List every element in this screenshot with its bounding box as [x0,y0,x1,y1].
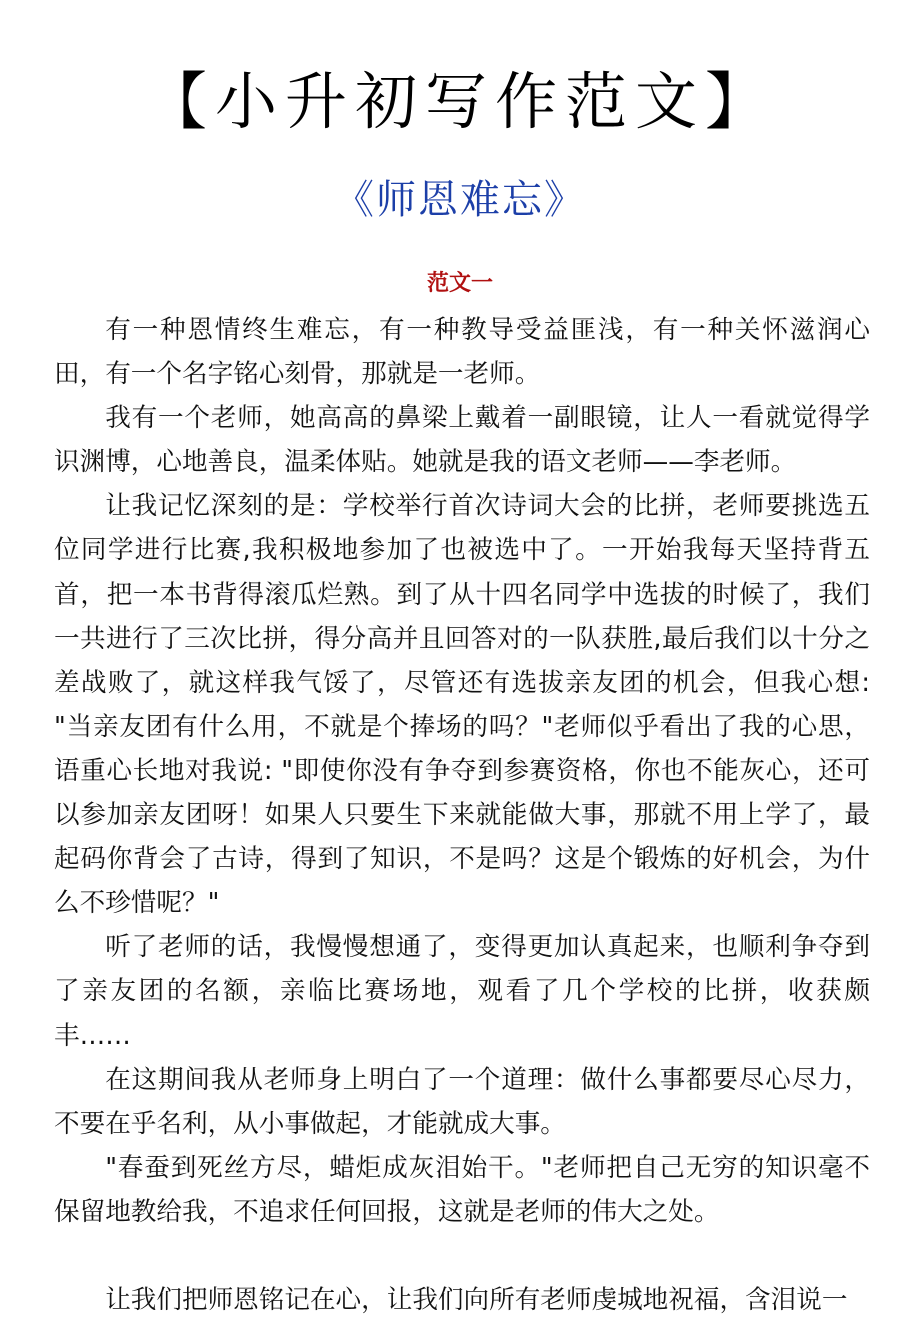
essay-heading: 范文一 [426,271,493,296]
page-title: 【小升初写作范文】 [144,65,775,138]
paragraph: 有一种恩情终生难忘，有一种教导受益匪浅，有一种关怀滋润心田，有一个名字铭心刻骨，那就是一老师。 [54,315,870,390]
paragraph: 我有一个老师，她高高的鼻梁上戴着一副眼镜，让人一看就觉得学识渊博，心地善良，温柔体贴。她就是我的语文老师——李老师。 [54,403,870,478]
essay-title: 《师恩难忘》 [334,177,586,223]
paragraph: 听了老师的话，我慢慢想通了，变得更加认真起来，也顺利争夺到了亲友团的名额，亲临比赛场地，观看了几个学校的比拼，收获颇丰…… [54,932,870,1051]
paragraph: 让我记忆深刻的是：学校举行首次诗词大会的比拼，老师要挑选五位同学进行比赛,我积极地参加了也被选中了。一开始我每天坚持背五首，把一本书背得滚瓜烂熟。到了从十四名同学中选拔的时候了，我们一共进行了三次比拼，得分高并且回答对的一队获胜,最后我们以十分之差战败了，就这样我气馁了，尽管还有选拔亲友团的机会，但我心想: "当亲友团有什么用，不就是个捧场的吗？"老师似乎看出了我的心思，语重心长地对我说: "即使你没有争夺到参赛资格，你也不能灰心，还可以参加亲友团呀！如果人只要生下来就能做大事，那就不用上学了，最起码你背会了古诗，得到了知识，不是吗？这是个锻炼的好机会，为什么不珍惜呢？" [54,491,870,919]
essay-body [54,308,870,1322]
paragraph: 在这期间我从老师身上明白了一个道理：做什么事都要尽心尽力，不要在乎名利，从小事做起，才能就成大事。 [54,1064,870,1139]
paragraph: "春蚕到死丝方尽，蜡炬成灰泪始干。"老师把自己无穷的知识毫不保留地教给我，不追求任何回报，这就是老师的伟大之处。 [54,1152,870,1227]
paragraph: 让我们把师恩铭记在心，让我们向所有老师虔城地祝福，含泪说一 [105,1284,848,1315]
